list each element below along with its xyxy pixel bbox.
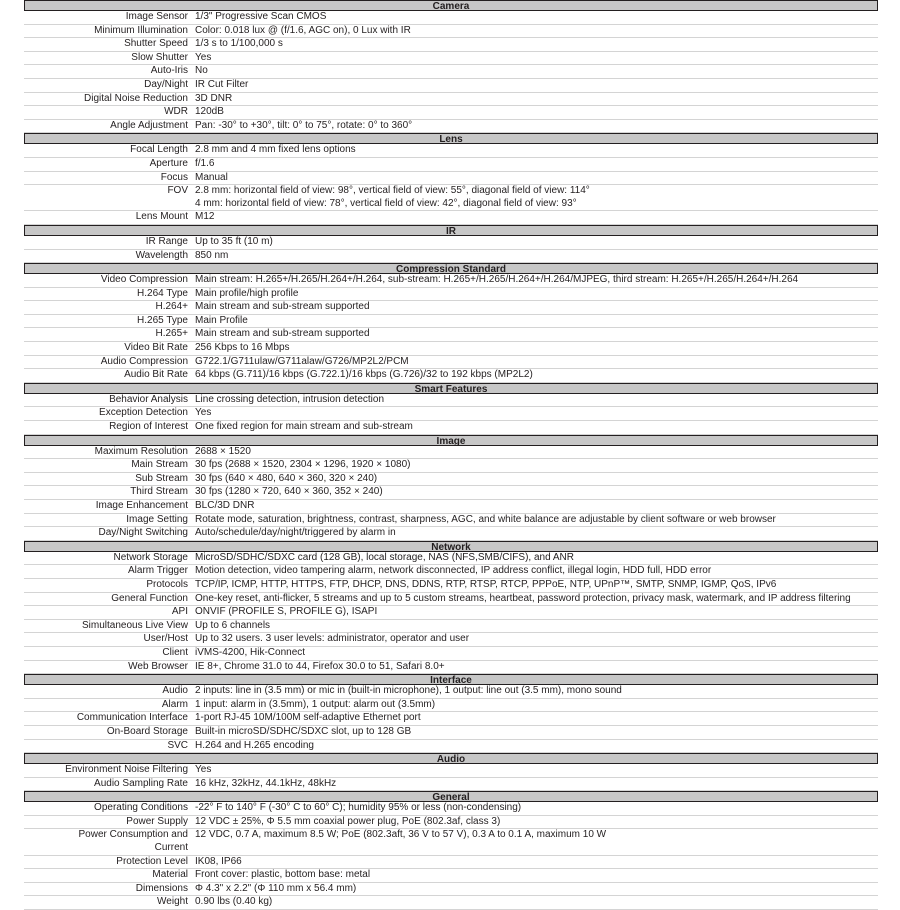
spec-row xyxy=(24,52,878,66)
spec-row xyxy=(24,514,878,528)
spec-label: Weight xyxy=(157,896,188,908)
spec-row xyxy=(24,369,878,383)
spec-row xyxy=(24,421,878,435)
spec-row xyxy=(24,211,878,225)
spec-row xyxy=(24,342,878,356)
spec-row xyxy=(24,11,878,25)
spec-label: WDR xyxy=(164,106,188,118)
spec-label: Lens Mount xyxy=(135,211,188,223)
spec-value: 2688 × 1520 xyxy=(195,445,251,457)
spec-label: Day/Night Switching xyxy=(98,527,188,539)
spec-table xyxy=(24,0,878,910)
spec-value: 30 fps (2688 × 1520, 2304 × 1296, 1920 × 1080) xyxy=(195,459,411,471)
section-header-camera: Camera xyxy=(24,0,878,11)
spec-label: Alarm Trigger xyxy=(127,565,188,577)
spec-value: Yes xyxy=(195,764,212,776)
spec-value: TCP/IP, ICMP, HTTP, HTTPS, FTP, DHCP, DNS, DDNS, RTP, RTSP, RTCP, PPPoE, NTP, UPnP™, SMTP, SNMP, IGMP, QoS, IPv6 xyxy=(195,578,777,590)
spec-row xyxy=(24,661,878,675)
spec-label: FOV xyxy=(167,185,188,197)
spec-value: Color: 0.018 lux @ (f/1.6, AGC on), 0 Lux with IR xyxy=(195,24,411,36)
spec-value: 2.8 mm and 4 mm fixed lens options xyxy=(195,144,356,156)
spec-row xyxy=(24,185,878,211)
spec-label: IR Range xyxy=(145,235,188,247)
spec-row xyxy=(24,647,878,661)
section-header-image: Image xyxy=(24,435,878,446)
spec-row xyxy=(24,565,878,579)
spec-row xyxy=(24,699,878,713)
spec-label: Web Browser xyxy=(128,660,188,672)
spec-value: Line crossing detection, intrusion detection xyxy=(195,393,385,405)
spec-label: General Function xyxy=(111,592,188,604)
spec-label: Client xyxy=(162,646,188,658)
spec-row xyxy=(24,106,878,120)
spec-value: 3D DNR xyxy=(195,92,233,104)
spec-label: Focal Length xyxy=(130,144,188,156)
spec-row xyxy=(24,65,878,79)
spec-label: Focus xyxy=(160,171,188,183)
spec-value: Up to 32 users. 3 user levels: administrator, operator and user xyxy=(195,633,470,645)
section-header-lens: Lens xyxy=(24,133,878,144)
spec-row xyxy=(24,606,878,620)
spec-value: BLC/3D DNR xyxy=(195,500,255,511)
spec-label: Image Sensor xyxy=(125,11,188,22)
spec-label: Environment Noise Filtering xyxy=(65,764,188,776)
spec-row xyxy=(24,633,878,647)
section-header-interface: Interface xyxy=(24,674,878,685)
section-header-general: General xyxy=(24,791,878,802)
spec-row xyxy=(24,407,878,421)
spec-label: Network Storage xyxy=(113,551,188,563)
spec-row xyxy=(24,473,878,487)
section-header-audio: Audio xyxy=(24,753,878,764)
spec-row xyxy=(24,356,878,370)
spec-row xyxy=(24,288,878,302)
spec-row xyxy=(24,579,878,593)
spec-row xyxy=(24,552,878,566)
spec-value: IK08, IP66 xyxy=(195,855,242,867)
spec-value: 1/3" Progressive Scan CMOS xyxy=(195,11,327,22)
spec-value: Motion detection, video tampering alarm, network disconnected, IP address conflict, illegal login, HDD full, HDD error xyxy=(195,565,712,577)
spec-value: iVMS-4200, Hik-Connect xyxy=(195,646,306,658)
spec-value: MicroSD/SDHC/SDXC card (128 GB), local storage, NAS (NFS,SMB/CIFS), and ANR xyxy=(195,551,574,563)
spec-label: H.265+ xyxy=(155,328,188,340)
spec-row xyxy=(24,315,878,329)
spec-value: Manual xyxy=(195,171,228,183)
spec-value: 2 inputs: line in (3.5 mm) or mic in (built-in microphone), 1 output: line out (3.5 mm), mono sound xyxy=(195,685,622,697)
spec-row xyxy=(24,856,878,870)
spec-row xyxy=(24,394,878,408)
spec-value: 0.90 lbs (0.40 kg) xyxy=(195,896,273,908)
spec-row xyxy=(24,328,878,342)
spec-value: ONVIF (PROFILE S, PROFILE G), ISAPI xyxy=(195,606,378,618)
spec-label: Operating Conditions xyxy=(94,802,188,814)
spec-label: Auto-Iris xyxy=(150,65,188,77)
spec-label: Digital Noise Reduction xyxy=(84,92,188,104)
spec-row xyxy=(24,250,878,264)
spec-row xyxy=(24,274,878,288)
spec-row xyxy=(24,896,878,910)
spec-row xyxy=(24,778,878,792)
spec-value: IE 8+, Chrome 31.0 to 44, Firefox 30.0 to 51, Safari 8.0+ xyxy=(195,660,445,672)
spec-row xyxy=(24,829,878,855)
spec-value: Main profile/high profile xyxy=(195,287,299,299)
spec-value-line: 2.8 mm: horizontal field of view: 98°, vertical field of view: 55°, diagonal field of view: 114° xyxy=(195,185,590,197)
spec-label: API xyxy=(171,606,188,618)
spec-row xyxy=(24,816,878,830)
spec-row xyxy=(24,740,878,754)
spec-row xyxy=(24,120,878,134)
spec-value: No xyxy=(195,65,208,77)
spec-label: User/Host xyxy=(143,633,188,645)
spec-label: Material xyxy=(152,869,188,881)
spec-row xyxy=(24,459,878,473)
spec-label: Behavior Analysis xyxy=(109,393,188,405)
spec-value: Up to 6 channels xyxy=(195,619,271,631)
spec-value: 64 kbps (G.711)/16 kbps (G.722.1)/16 kbps (G.726)/32 to 192 kbps (MP2L2) xyxy=(195,369,533,381)
spec-value: Main stream: H.265+/H.265/H.264+/H.264, sub-stream: H.265+/H.265/H.264+/H.264/MJPEG, third stream: H.265+/H.265/H.264+/H.264 xyxy=(195,274,799,286)
spec-row xyxy=(24,301,878,315)
spec-value: 30 fps (1280 × 720, 640 × 360, 352 × 240) xyxy=(195,486,383,498)
spec-label: H.264+ xyxy=(155,301,188,313)
section-header-compression-standard: Compression Standard xyxy=(24,263,878,274)
spec-label-line: Current xyxy=(154,842,188,854)
spec-label: Audio xyxy=(162,685,188,697)
spec-row xyxy=(24,593,878,607)
spec-label: Main Stream xyxy=(131,459,188,471)
spec-value: Main Profile xyxy=(195,314,248,326)
spec-label: Maximum Resolution xyxy=(94,445,188,457)
spec-row xyxy=(24,802,878,816)
spec-label: Simultaneous Live View xyxy=(82,619,188,631)
spec-row xyxy=(24,25,878,39)
spec-value: Auto/schedule/day/night/triggered by alarm in xyxy=(195,527,396,539)
spec-row xyxy=(24,500,878,514)
spec-label: Audio Bit Rate xyxy=(124,369,188,381)
spec-label: Video Compression xyxy=(100,274,188,286)
spec-label: Sub Stream xyxy=(135,472,188,484)
spec-value: Φ 4.3" x 2.2" (Φ 110 mm x 56.4 mm) xyxy=(195,882,357,894)
spec-label: H.264 Type xyxy=(137,287,188,299)
spec-label: On-Board Storage xyxy=(106,725,188,737)
spec-label: Exception Detection xyxy=(99,407,188,419)
spec-value: 120dB xyxy=(195,106,224,118)
spec-value: Pan: -30° to +30°, tilt: 0° to 75°, rotate: 0° to 360° xyxy=(195,119,413,131)
spec-label: Communication Interface xyxy=(76,712,188,724)
spec-label: Shutter Speed xyxy=(124,38,188,50)
spec-value: IR Cut Filter xyxy=(195,78,249,90)
spec-value: Yes xyxy=(195,407,212,419)
spec-label: Wavelength xyxy=(135,249,188,261)
spec-row xyxy=(24,527,878,541)
spec-value xyxy=(195,185,878,210)
spec-row xyxy=(24,38,878,52)
spec-label: Minimum Illumination xyxy=(94,24,188,36)
spec-label: Dimensions xyxy=(135,882,188,894)
spec-label: Image Enhancement xyxy=(95,500,188,511)
spec-row xyxy=(24,712,878,726)
spec-value: Main stream and sub-stream supported xyxy=(195,328,370,340)
spec-value: 1/3 s to 1/100,000 s xyxy=(195,38,283,50)
spec-value: Up to 35 ft (10 m) xyxy=(195,235,273,247)
spec-value-line: 4 mm: horizontal field of view: 78°, vertical field of view: 42°, diagonal field of view: 93° xyxy=(195,197,577,209)
spec-label: Aperture xyxy=(149,157,188,169)
spec-row xyxy=(24,883,878,897)
spec-row xyxy=(24,79,878,93)
section-header-network: Network xyxy=(24,541,878,552)
spec-value: M12 xyxy=(195,211,215,223)
section-header-ir: IR xyxy=(24,225,878,236)
spec-row xyxy=(24,764,878,778)
spec-label: Power Supply xyxy=(126,815,188,827)
spec-label: Image Setting xyxy=(126,513,188,525)
spec-row xyxy=(24,172,878,186)
spec-value: 850 nm xyxy=(195,249,229,261)
spec-value: 30 fps (640 × 480, 640 × 360, 320 × 240) xyxy=(195,472,378,484)
spec-label: Alarm xyxy=(161,698,188,710)
spec-label: Audio Sampling Rate xyxy=(94,777,188,789)
spec-value: Built-in microSD/SDHC/SDXC slot, up to 128 GB xyxy=(195,725,412,737)
spec-value: G722.1/G711ulaw/G711alaw/G726/MP2L2/PCM xyxy=(195,355,409,367)
spec-row xyxy=(24,236,878,250)
spec-label xyxy=(24,829,195,854)
spec-row xyxy=(24,93,878,107)
spec-label: Video Bit Rate xyxy=(124,342,188,354)
spec-row xyxy=(24,158,878,172)
spec-row xyxy=(24,685,878,699)
spec-row xyxy=(24,726,878,740)
spec-row xyxy=(24,486,878,500)
spec-label: Day/Night xyxy=(144,78,188,90)
spec-label: Region of Interest xyxy=(109,421,188,433)
spec-row xyxy=(24,144,878,158)
spec-value: 12 VDC, 0.7 A, maximum 8.5 W; PoE (802.3aft, 36 V to 57 V), 0.3 A to 0.1 A, maximum 10 W xyxy=(195,829,607,841)
spec-label: Audio Compression xyxy=(100,355,188,367)
spec-value: 1 input: alarm in (3.5mm), 1 output: alarm out (3.5mm) xyxy=(195,698,436,710)
spec-value: 1-port RJ-45 10M/100M self-adaptive Ethernet port xyxy=(195,712,421,724)
spec-value: 16 kHz, 32kHz, 44.1kHz, 48kHz xyxy=(195,777,337,789)
spec-label: Protocols xyxy=(146,578,188,590)
spec-row xyxy=(24,620,878,634)
section-header-smart-features: Smart Features xyxy=(24,383,878,394)
spec-row xyxy=(24,869,878,883)
spec-value: Front cover: plastic, bottom base: metal xyxy=(195,869,371,881)
spec-value: H.264 and H.265 encoding xyxy=(195,739,314,751)
spec-value: 12 VDC ± 25%, Φ 5.5 mm coaxial power plug, PoE (802.3af, class 3) xyxy=(195,815,501,827)
spec-label: SVC xyxy=(167,739,188,751)
spec-value: Rotate mode, saturation, brightness, contrast, sharpness, AGC, and white balance are adjustable by client software or web browser xyxy=(195,513,776,525)
spec-row xyxy=(24,446,878,460)
spec-label: Protection Level xyxy=(116,855,188,867)
spec-label: Slow Shutter xyxy=(131,51,188,63)
spec-value: 256 Kbps to 16 Mbps xyxy=(195,342,290,354)
spec-value: One fixed region for main stream and sub-stream xyxy=(195,421,413,433)
spec-label: Third Stream xyxy=(130,486,188,498)
spec-value: f/1.6 xyxy=(195,157,215,169)
spec-value: Main stream and sub-stream supported xyxy=(195,301,370,313)
spec-value: One-key reset, anti-flicker, 5 streams and up to 5 custom streams, heartbeat, password protection, privacy mask, watermark, and IP address filtering xyxy=(195,592,851,604)
spec-value: -22° F to 140° F (-30° C to 60° C); humidity 95% or less (non-condensing) xyxy=(195,802,522,814)
spec-label-line: Power Consumption and xyxy=(78,829,188,841)
spec-label: H.265 Type xyxy=(137,314,188,326)
spec-label: Angle Adjustment xyxy=(110,119,188,131)
spec-value: Yes xyxy=(195,51,212,63)
